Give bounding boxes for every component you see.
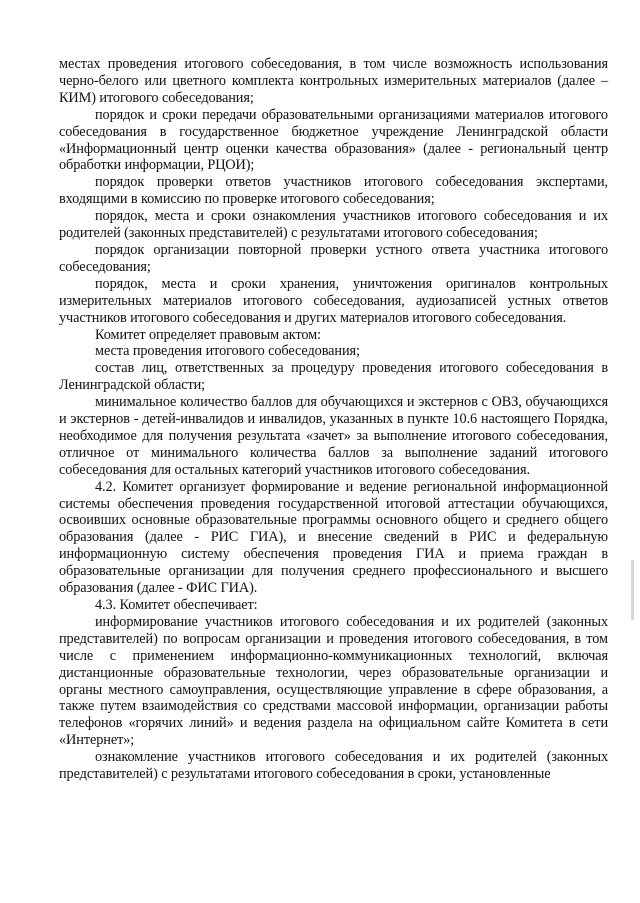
paragraph-minimum-score: минимальное количество баллов для обучающихся и экстернов с ОВЗ, обучающихся и экстернов - детей-инвалидов и инвалидов, указанных в пункте 10.6 настоящего Порядка, необходимое для получения результата «зачет» за выполнение итогового собеседования, отличное от минимального количества баллов за выполнение заданий итогового собеседования для остальных категорий участников итогового собеседования. xyxy=(59,394,608,478)
scan-edge-mark xyxy=(631,560,634,620)
paragraph-transfer-procedure: порядок и сроки передачи образовательными организациями материалов итогового собеседования в государственное бюджетное учреждение Ленинградской области «Информационный центр оценки качества образования» (далее - региональный центр обработки информации, РЦОИ); xyxy=(59,106,608,174)
paragraph-familiarization: ознакомление участников итогового собеседования и их родителей (законных представителей) с результатами итогового собеседования в сроки, установленные xyxy=(59,749,608,783)
paragraph-expert-check: порядок проверки ответов участников итогового собеседования экспертами, входящими в комиссию по проверке итогового собеседования; xyxy=(59,174,608,208)
paragraph-committee-act: Комитет определяет правовым актом: xyxy=(95,326,321,343)
paragraph-section-4-2: 4.2. Комитет организует формирование и ведение региональной информационной системы обеспечения проведения государственной итоговой аттестации обучающихся, освоивших основные образовательные программы основного общего и среднего общего образования (далее - РИС ГИА), и внесение сведений в РИС и федеральную информационную систему обеспечения проведения ГИА и приема граждан в образовательные организации для получения среднего профессионального и высшего образования (далее - ФИС ГИА). xyxy=(59,478,608,597)
paragraph-informing: информирование участников итогового собеседования и их родителей (законных представителей) по вопросам организации и проведения итогового собеседования, в том числе с применением информационно-коммуникационных технологий, включая дистанционные образовательные технологии, через образовательные организации и органы местного самоуправления, осуществляющие управление в сфере образования, а также путем взаимодействия со средствами массовой информации, организации работы телефонов «горячих линий» и ведения раздела на официальном сайте Комитета в сети «Интернет»; xyxy=(59,613,608,749)
paragraph-recheck: порядок организации повторной проверки устного ответа участника итогового собеседования; xyxy=(59,241,608,275)
paragraph-storage: порядок, места и сроки хранения, уничтожения оригиналов контрольных измерительных материалов итогового собеседования, аудиозаписей устных ответов участников итогового собеседования и других материалов итогового собеседования. xyxy=(59,275,608,326)
paragraph-section-4-3: 4.3. Комитет обеспечивает: xyxy=(95,597,258,613)
paragraph-responsible-persons: состав лиц, ответственных за процедуру проведения итогового собеседования в Ленинградской области; xyxy=(59,360,608,394)
paragraph-continuation: местах проведения итогового собеседования, в том числе возможность использования черно-белого или цветного комплекта контрольных измерительных материалов (далее – КИМ) итогового собеседования; xyxy=(59,56,608,106)
paragraph-results-review: порядок, места и сроки ознакомления участников итогового собеседования и их родителей (законных представителей) с результатами итогового собеседования; xyxy=(59,208,608,242)
paragraph-locations: места проведения итогового собеседования; xyxy=(95,343,360,360)
